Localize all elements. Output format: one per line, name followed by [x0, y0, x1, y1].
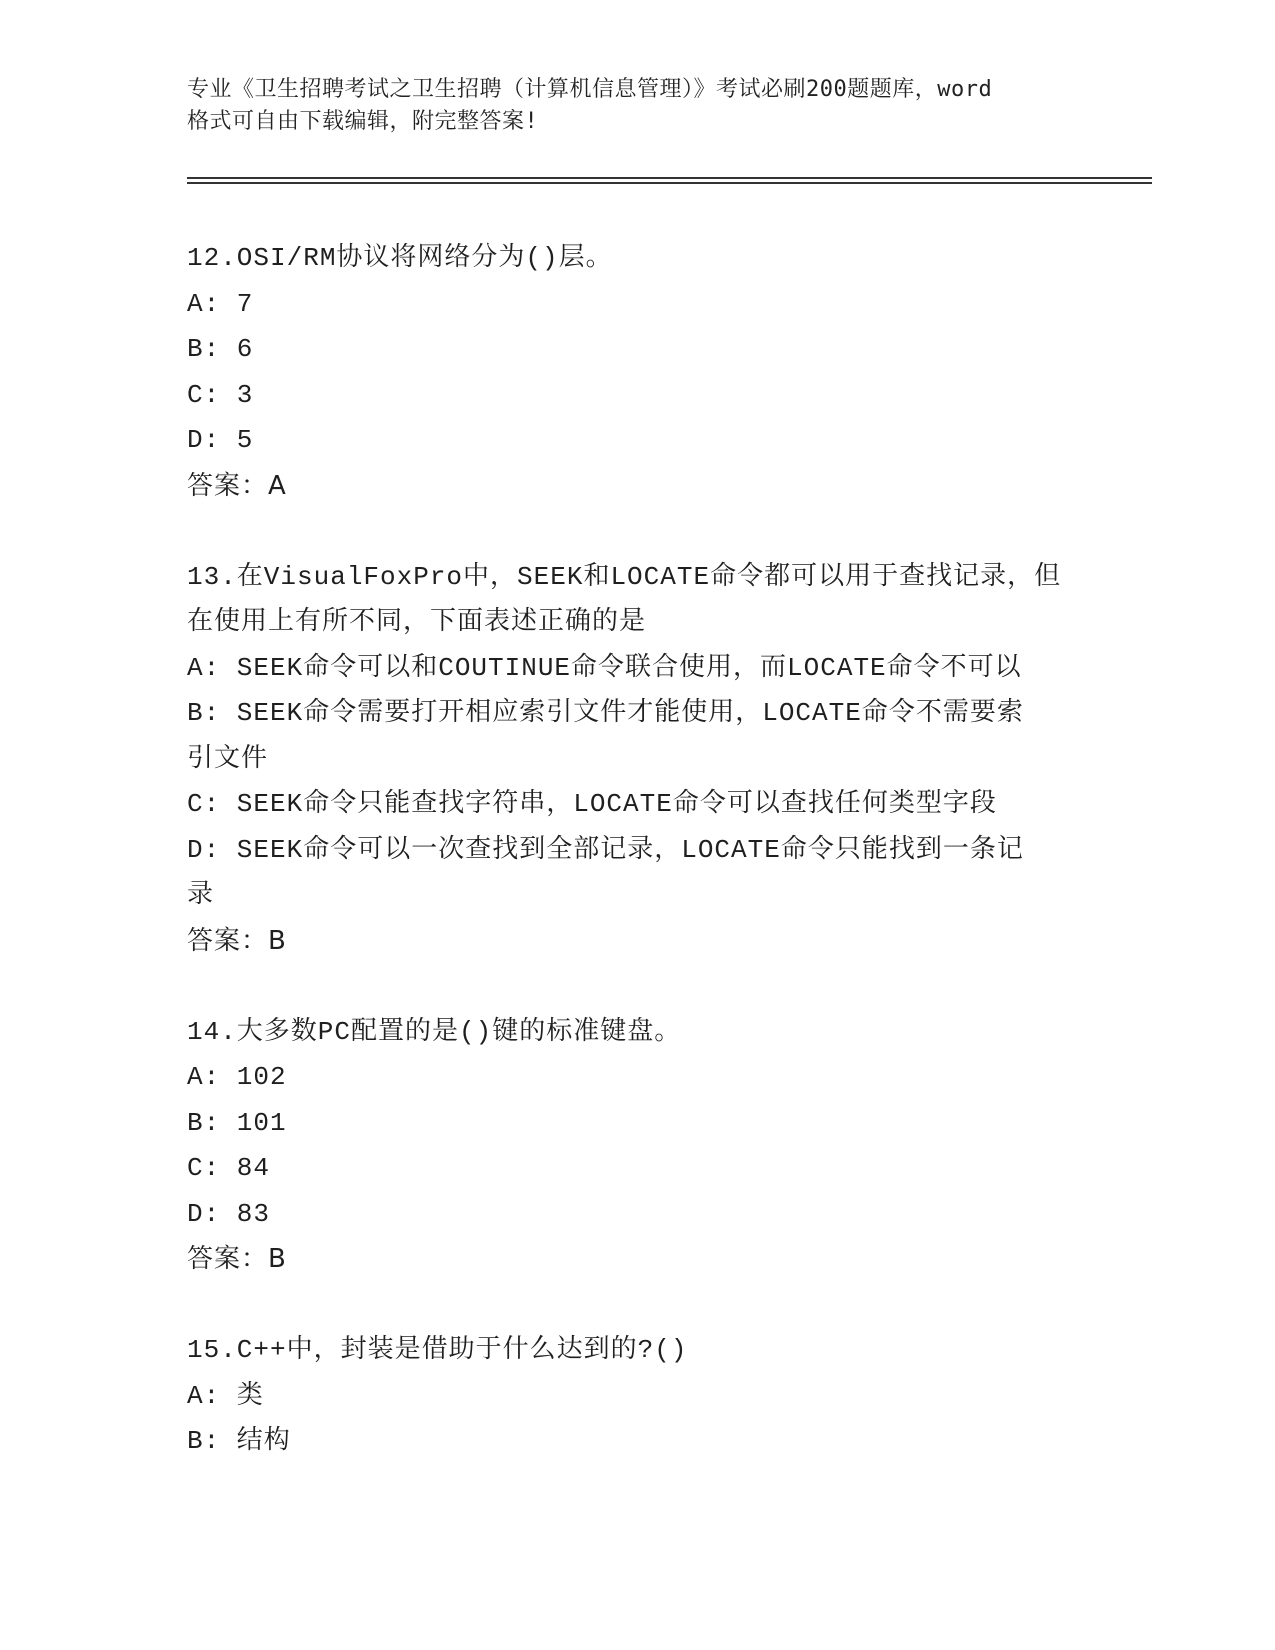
spacer	[187, 509, 1087, 555]
option-b: B: 101	[187, 1107, 287, 1138]
option-b-line-1: B: SEEK命令需要打开相应索引文件才能使用，LOCATE命令不需要索	[187, 698, 1024, 728]
option-a: A: SEEK命令可以和COUTINUE命令联合使用，而LOCATE命令不可以	[187, 652, 1022, 683]
question-13	[187, 555, 1087, 965]
option-a: A: 7	[187, 288, 254, 319]
option-d: D: 83	[187, 1198, 271, 1229]
answer-label: 答案：A	[187, 470, 287, 501]
question-14	[187, 1010, 1087, 1283]
option-c: C: 84	[187, 1153, 271, 1183]
header-divider-bottom	[187, 182, 1152, 184]
option-a: A: 类	[187, 1380, 264, 1411]
question-stem-line-1: 13.在VisualFoxPro中，SEEK和LOCATE命令都可以用于查找记录，但	[187, 561, 1062, 592]
header-title-line-1: 专业《卫生招聘考试之卫生招聘（计算机信息管理）》考试必刷200题题库，word	[187, 77, 993, 102]
answer-label: 答案：B	[187, 1244, 287, 1274]
question-stem: 12.OSI/RM协议将网络分为()层。	[187, 243, 613, 273]
question-stem-line-2: 在使用上有所不同，下面表述正确的是	[187, 607, 647, 637]
option-d-line-1: D: SEEK命令可以一次查找到全部记录，LOCATE命令只能找到一条记	[187, 834, 1024, 865]
option-c: C: SEEK命令只能查找字符串，LOCATE命令可以查找任何类型字段	[187, 789, 997, 819]
question-list	[187, 236, 1087, 1465]
option-c: C: 3	[187, 379, 254, 410]
document-header	[187, 74, 1087, 138]
option-b: B: 结构	[187, 1426, 291, 1456]
question-stem: 15.C++中，封装是借助于什么达到的?()	[187, 1335, 688, 1365]
option-b: B: 6	[187, 334, 254, 364]
question-12	[187, 236, 1087, 509]
spacer	[187, 964, 1087, 1010]
option-a: A: 102	[187, 1062, 287, 1092]
option-b-line-2: 引文件	[187, 743, 269, 774]
question-15	[187, 1328, 1087, 1465]
header-title-line-2: 格式可自由下载编辑，附完整答案!	[187, 109, 539, 134]
answer-label: 答案：B	[187, 925, 287, 956]
option-d-line-2: 录	[187, 880, 215, 910]
option-d: D: 5	[187, 425, 254, 455]
question-stem: 14.大多数PC配置的是()键的标准键盘。	[187, 1016, 682, 1047]
header-divider-top	[187, 177, 1152, 179]
spacer	[187, 1283, 1087, 1329]
